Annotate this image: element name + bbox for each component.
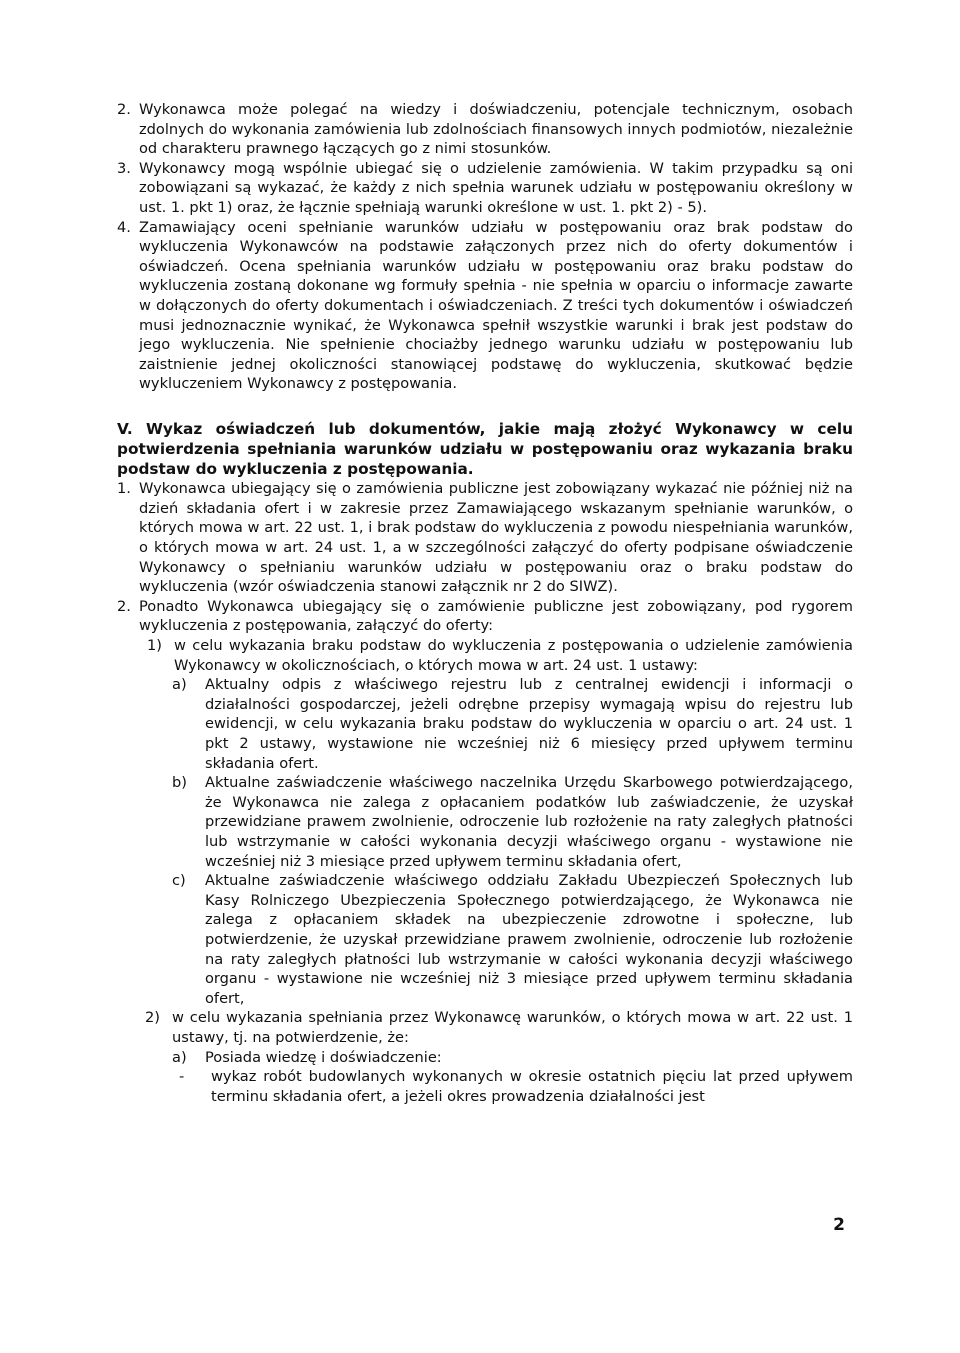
item-text: Zamawiający oceni spełnianie warunków udziału w postępowaniu oraz brak podstaw do wykluczenia Wykonawców na podstawie załączonych przez nich do oferty dokumentów i oświadczeń. Ocena spełniania warunków udziału w postępowaniu oraz braku podstaw do wykluczenia zostaną dokonane wg formuły spełnia - nie spełnia w oparciu o informacje zawarte w dołączonych do oferty dokumentach i oświadczeniach. Z treści tych dokumentów i oświadczeń musi jednoznacznie wynikać, że Wykonawca spełnił wszystkie warunki i brak jest podstaw do jego wykluczenia. Nie spełnienie chociażby jednego warunku udziału w postępowaniu lub zaistnienie jednej okoliczności stanowiącej podstawę do wykluczenia, skutkować będzie wykluczeniem Wykonawcy z postępowania. <box>139 218 853 393</box>
section-heading: V. Wykaz oświadczeń lub dokumentów, jakie mają złożyć Wykonawcy w celu potwierdzenia spełniania warunków udziału w postępowaniu oraz wykazania braku podstaw do wykluczenia z postępowania. <box>117 419 853 478</box>
item-text: Wykonawcy mogą wspólnie ubiegać się o udzielenie zamówienia. W takim przypadku są oni zobowiązani są wykazać, że każdy z nich spełnia warunek udziału w postępowaniu określony w ust. 1. pkt 1) oraz, że łącznie spełniają warunki określone w ust. 1. pkt 2) - 5). <box>139 159 853 216</box>
item-text: Wykonawca ubiegający się o zamówienia publiczne jest zobowiązany wykazać nie później niż na dzień składania ofert i w zakresie przez Zamawiającego wskazanym spełnianie warunków, o których mowa w art. 22 ust. 1, i brak podstaw do wykluczenia z powodu niespełniania warunków, o których mowa w art. 24 ust. 1, a w szczególności załączyć do oferty podpisane oświadczenie Wykonawcy o spełnianiu warunków udziału w postępowaniu oraz o braku podstaw do wykluczenia (wzór oświadczenia stanowi załącznik nr 2 do SIWZ). <box>139 480 853 596</box>
list-item <box>117 100 853 159</box>
sub-item-text: w celu wykazania braku podstaw do wykluczenia z postępowania o udzielenie zamówienia Wykonawcy w okolicznościach, o których mowa w art. 24 ust. 1 ustawy: <box>174 637 853 674</box>
list-item <box>117 218 853 394</box>
letter-item <box>117 675 853 773</box>
item-text: Ponadto Wykonawca ubiegający się o zamówienie publiczne jest zobowiązany, pod rygorem wykluczenia z postępowania, załączyć do oferty: <box>139 597 853 635</box>
sub-item-number: 1) <box>147 637 162 655</box>
document-page <box>117 100 853 1106</box>
sub-item <box>117 1008 853 1047</box>
item-number: 2. <box>117 101 131 118</box>
letter-text: Aktualne zaświadczenie właściwego naczelnika Urzędu Skarbowego potwierdzającego, że Wykonawca nie zalega z opłacaniem podatków lub zaświadczenie, że uzyskał przewidziane prawem zwolnienie, odroczenie lub rozłożenie na raty zaległych płatności lub wstrzymanie w całości wykonania decyzji właściwego organu - wystawione nie wcześniej niż 3 miesiące przed upływem terminu składania ofert, <box>205 774 853 870</box>
sub-item-number: 2) <box>145 1009 160 1027</box>
list-item <box>117 159 853 218</box>
item-number: 1. <box>117 480 131 498</box>
dash-text: wykaz robót budowlanych wykonanych w okresie ostatnich pięciu lat przed upływem terminu składania ofert, a jeżeli okres prowadzenia działalności jest <box>211 1068 853 1105</box>
item-text: Wykonawca może polegać na wiedzy i doświadczeniu, potencjale technicznym, osobach zdolnych do wykonania zamówienia lub zdolnościach finansowych innych podmiotów, niezależnie od charakteru prawnego łączących go z nimi stosunków. <box>139 101 853 158</box>
letter-mark: c) <box>172 872 186 890</box>
letter-item <box>117 1048 853 1068</box>
letter-text: Aktualny odpis z właściwego rejestru lub z centralnej ewidencji i informacji o działalności gospodarczej, jeżeli odrębne przepisy wymagają wpisu do rejestru lub ewidencji, w celu wykazania braku podstaw do wykluczenia w oparciu o art. 24 ust. 1 pkt 2 ustawy, wystawione nie wcześniej niż 6 miesięcy przed upływem terminu składania ofert. <box>205 676 853 772</box>
dash-item <box>117 1067 853 1106</box>
letter-mark: a) <box>172 1048 187 1066</box>
item-number: 3. <box>117 159 131 177</box>
item-number: 4. <box>117 218 131 236</box>
sub-item-text: w celu wykazania spełniania przez Wykonawcę warunków, o których mowa w art. 22 ust. 1 ustawy, tj. na potwierdzenie, że: <box>172 1009 853 1046</box>
letter-text: Posiada wiedzę i doświadczenie: <box>205 1048 442 1066</box>
sub-item <box>117 636 853 675</box>
letter-text: Aktualne zaświadczenie właściwego oddziału Zakładu Ubezpieczeń Społecznych lub Kasy Rolniczego Ubezpieczenia Społecznego potwierdzającego, że Wykonawca nie zalega z opłacaniem składek na ubezpieczenie zdrowotne i społeczne, lub potwierdzenie, że uzyskał przewidziane prawem zwolnienie, odroczenie lub rozłożenie na raty zaległych płatności lub wstrzymanie w całości wykonania decyzji właściwego organu - wystawione nie wcześniej niż 3 miesiące przed upływem terminu składania ofert, <box>205 872 853 1007</box>
page-number: 2 <box>833 1215 845 1235</box>
dash-mark: - <box>179 1068 185 1086</box>
letter-item <box>117 773 853 871</box>
letter-item <box>117 871 853 1008</box>
letter-mark: b) <box>172 774 187 792</box>
list-item <box>117 479 853 597</box>
letter-mark: a) <box>172 676 187 694</box>
item-number: 2. <box>117 597 131 615</box>
list-item <box>117 597 853 636</box>
